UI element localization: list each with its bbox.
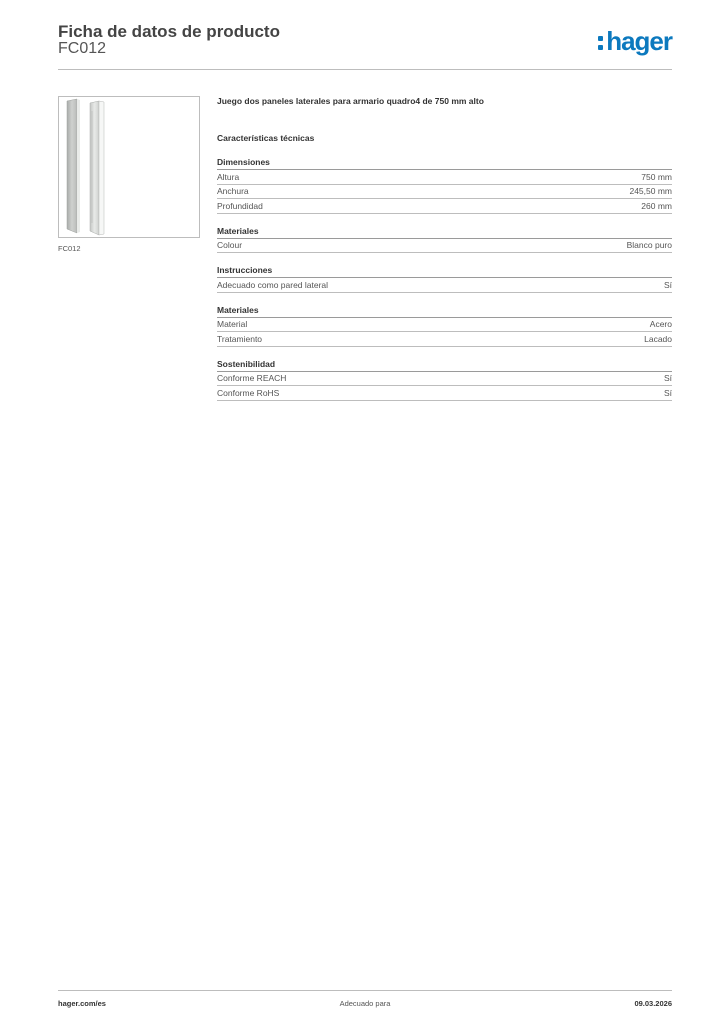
image-caption: FC012 [58,244,81,253]
section-instrucciones [217,264,672,293]
page-footer [58,990,672,1015]
spec-value: 260 mm [641,200,672,211]
spec-row [217,239,672,253]
section-title: Instrucciones [217,264,672,278]
hager-logo [598,26,672,56]
spec-row [217,185,672,199]
spec-row [217,333,672,347]
spec-value: Sí [663,387,672,398]
spec-label: Conforme REACH [217,373,287,383]
footer-website: hager.com/es [58,999,106,1008]
product-code: FC012 [58,40,107,57]
spec-row [217,372,672,386]
section-dimensiones [217,156,672,214]
spec-label: Profundidad [217,200,263,211]
section-title: Materiales [217,225,672,239]
side-panels-image [59,97,199,237]
product-description: Juego dos paneles laterales para armario quadro4 de 750 mm alto [217,96,484,106]
spec-value: Sí [663,279,672,290]
spec-row [217,318,672,332]
section-title: Sostenibilidad [217,358,672,372]
spec-row [217,387,672,401]
spec-value: 245,50 mm [629,186,672,196]
spec-row [217,171,672,185]
page-header [58,20,672,70]
section-materiales-color [217,225,672,254]
spec-value: Blanco puro [626,240,672,250]
document-title: Ficha de datos de producto [58,22,280,41]
logo-wordmark: hager [606,26,672,56]
spec-label: Altura [217,171,240,182]
footer-date: 09.03.2026 [634,999,672,1008]
spec-label: Conforme RoHS [217,387,280,398]
spec-label: Anchura [217,186,249,196]
spec-row [217,200,672,214]
spec-content [217,94,672,401]
spec-value: Lacado [644,333,672,344]
footer-center-text: Adecuado para [339,999,391,1008]
section-sostenibilidad [217,358,672,401]
spec-label: Tratamiento [217,333,263,344]
section-title: Materiales [217,304,672,318]
tech-specs-title: Características técnicas [217,133,315,143]
spec-value: Acero [649,319,672,329]
section-title: Dimensiones [217,156,672,170]
spec-value: 750 mm [641,171,672,182]
product-image [58,96,200,238]
spec-label: Colour [217,240,243,250]
spec-label: Material [217,319,248,329]
section-materiales [217,304,672,347]
spec-row [217,279,672,293]
spec-value: Sí [663,373,672,383]
spec-label: Adecuado como pared lateral [217,279,329,290]
logo-dots-icon [598,34,604,51]
